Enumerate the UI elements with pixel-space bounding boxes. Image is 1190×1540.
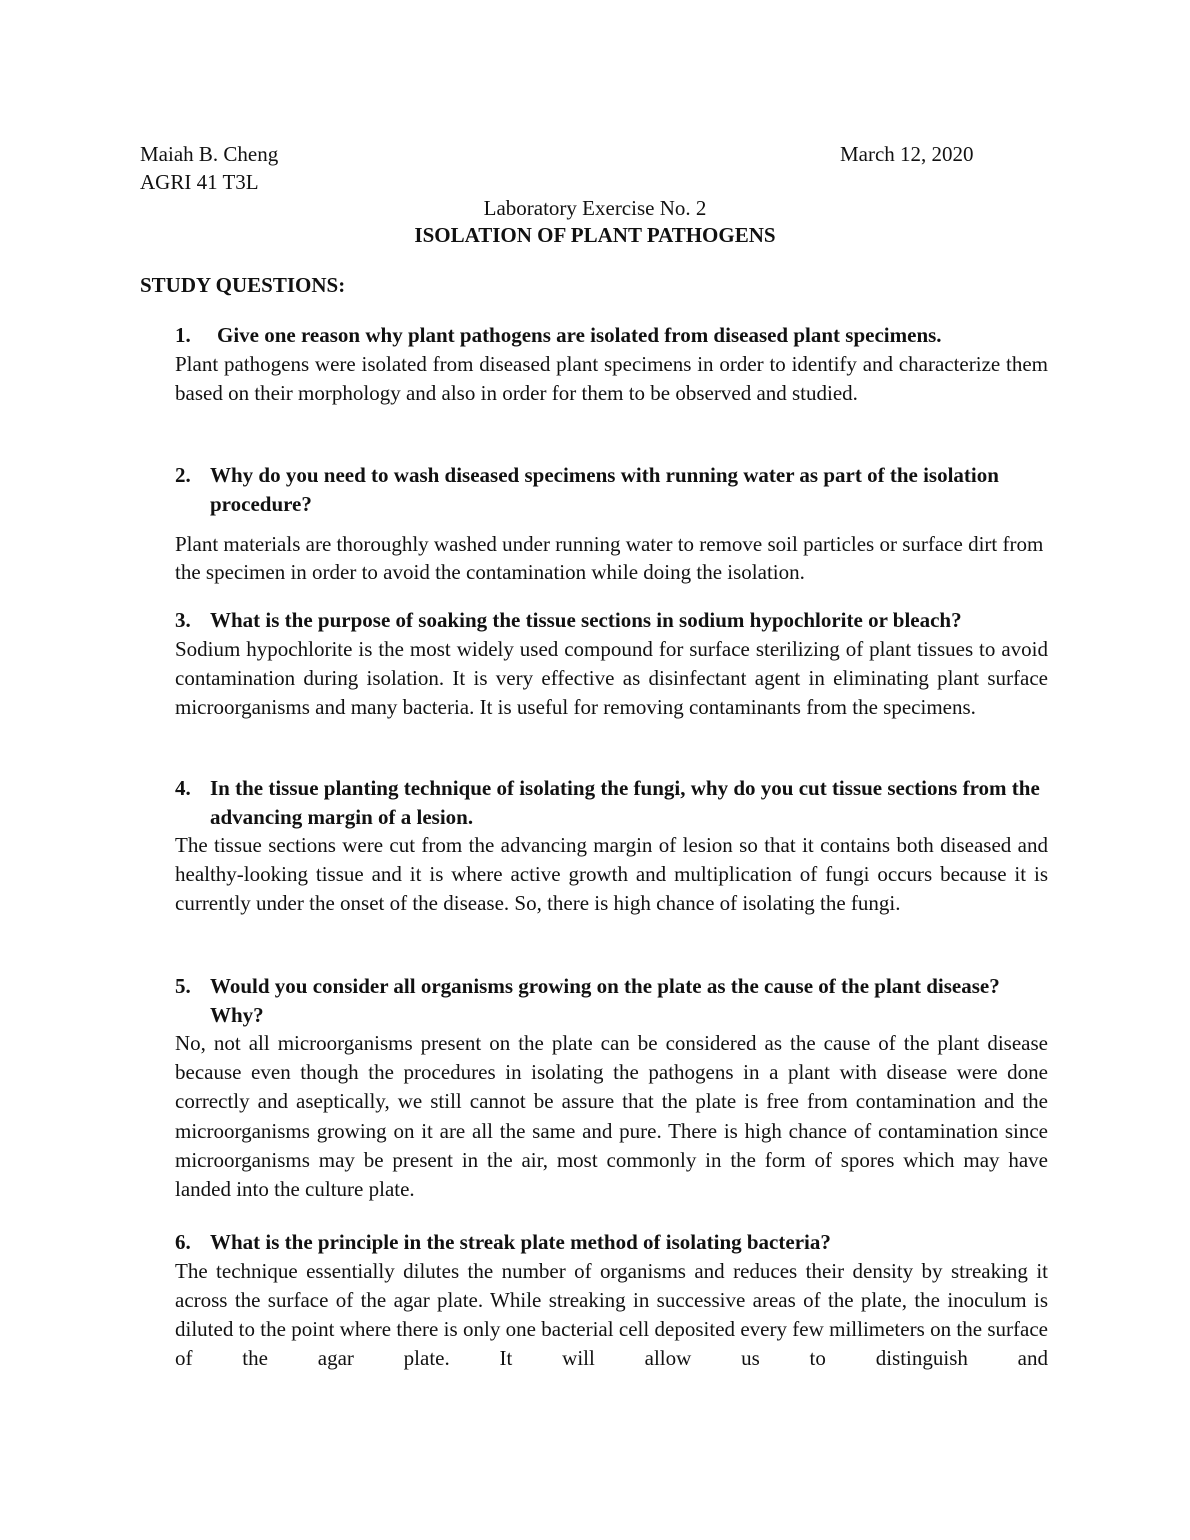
- answer-3: Sodium hypochlorite is the most widely used compound for surface sterilizing of plant tissues to avoid contamination during isolation. It is very effective as disinfectant agent in eliminating plant surface microorganisms and many bacteria. It is useful for removing contaminants from the specimens.: [175, 636, 1048, 719]
- answer-5: No, not all microorganisms present on the plate can be considered as the cause of the plant disease because even though the procedures in isolating the pathogens in a plant with disease were done correctly and aseptically, we still cannot be assure that the plate is free from contamination and the microorganisms growing on it are all the same and pure. There is high chance of contamination since microorganisms may be present in the air, most commonly in the form of spores which may have landed into the culture plate.: [175, 1031, 1048, 1202]
- question-4: [175, 774, 1048, 831]
- question-6: [175, 1228, 1048, 1257]
- question-2: [175, 461, 1048, 518]
- question-block-2: [175, 461, 1048, 586]
- answer-6: The technique essentially dilutes the number of organisms and reduces their density by streaking it across the surface of the agar plate. While streaking in successive areas of the plate, the inoculum is diluted to the point where there is only one bacterial cell deposited every few millimeters on the surface of the agar plate. It will allow us to distinguish and: [175, 1258, 1048, 1371]
- question-text: Would you consider all organisms growing on the plate as the cause of the plant disease? Why?: [210, 974, 1000, 1027]
- document-title: ISOLATION OF PLANT PATHOGENS: [414, 223, 776, 247]
- question-block-4: [175, 774, 1048, 919]
- question-number: 1.: [175, 323, 191, 347]
- question-text: What is the principle in the streak plate method of isolating bacteria?: [210, 1230, 831, 1254]
- lab-exercise-number: Laboratory Exercise No. 2: [483, 196, 707, 220]
- question-5: [175, 972, 1048, 1029]
- question-text: In the tissue planting technique of isolating the fungi, why do you cut tissue sections from the advancing margin of a lesion.: [210, 776, 1040, 829]
- author-name: Maiah B. Cheng: [140, 142, 279, 166]
- question-text: What is the purpose of soaking the tissue sections in sodium hypochlorite or bleach?: [210, 608, 962, 632]
- question-block-3: [175, 606, 1048, 722]
- question-block-1: [175, 321, 1048, 408]
- question-text: Why do you need to wash diseased specimens with running water as part of the isolation procedure?: [210, 463, 999, 516]
- course-code: AGRI 41 T3L: [140, 170, 259, 194]
- question-number: 5.: [175, 974, 191, 998]
- question-text: Give one reason why plant pathogens are isolated from diseased plant specimens.: [217, 323, 942, 347]
- answer-4: The tissue sections were cut from the advancing margin of lesion so that it contains both diseased and healthy-looking tissue and it is where active growth and multiplication of fungi occurs because it is currently under the onset of the disease. So, there is high chance of isolating the fungi.: [175, 833, 1048, 916]
- question-1: [175, 321, 1048, 350]
- document-date: March 12, 2020: [840, 142, 974, 166]
- section-heading: STUDY QUESTIONS:: [140, 273, 346, 297]
- answer-1: Plant pathogens were isolated from diseased plant specimens in order to identify and characterize them based on their morphology and also in order for them to be observed and studied.: [175, 351, 1048, 405]
- question-number: 3.: [175, 608, 191, 632]
- question-number: 6.: [175, 1230, 191, 1254]
- question-block-6: [175, 1228, 1048, 1373]
- question-block-5: [175, 972, 1048, 1204]
- question-number: 4.: [175, 776, 191, 800]
- answer-2: Plant materials are thoroughly washed under running water to remove soil particles or surface dirt from the specimen in order to avoid the contamination while doing the isolation.: [175, 532, 1044, 584]
- question-3: [175, 606, 1048, 635]
- question-number: 2.: [175, 463, 191, 487]
